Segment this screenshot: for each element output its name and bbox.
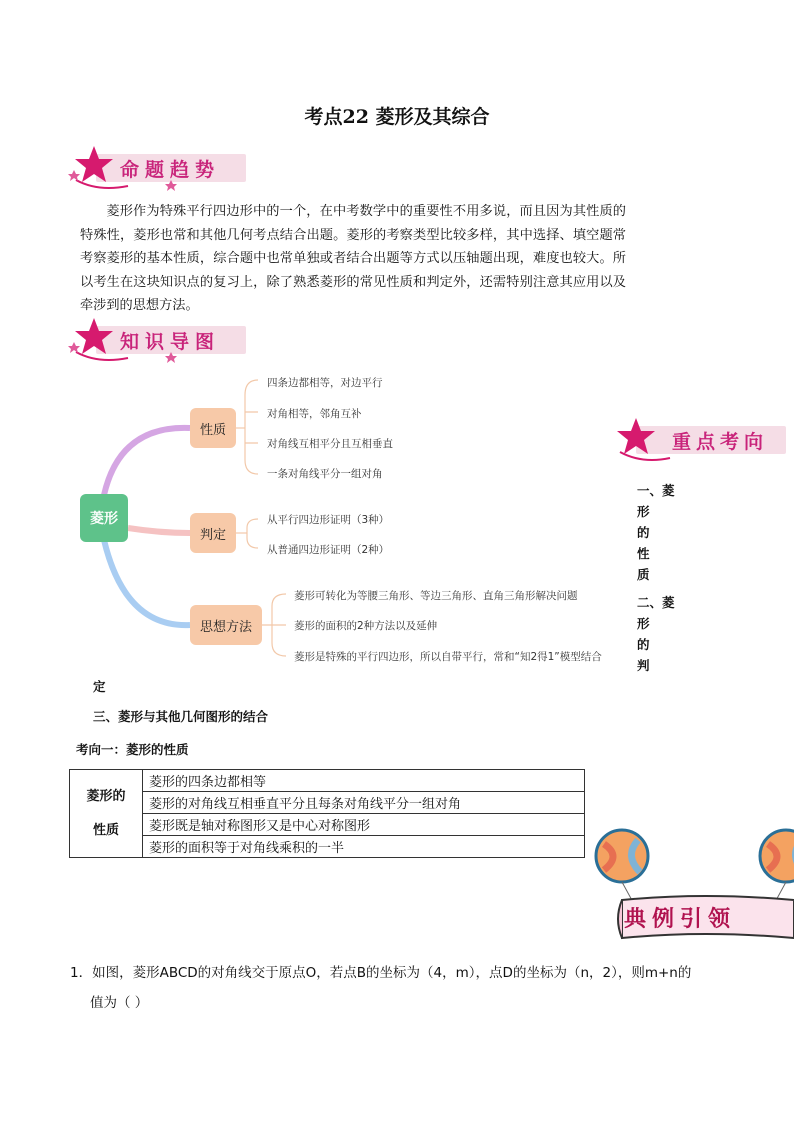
question-number: 1．: [70, 965, 93, 981]
table-cell: 菱形的四条边都相等: [143, 770, 585, 792]
page-title: 考点22 菱形及其综合: [304, 106, 490, 128]
focus-text: 的: [637, 637, 650, 652]
focus-text: 的: [637, 525, 650, 540]
star-icon: [614, 422, 674, 466]
mindmap-leaf: 从普通四边形证明（2种）: [267, 544, 390, 556]
question-text: 如图，菱形ABCD的对角线交于原点O，若点B的坐标为（4，m），点D的坐标为（n，2），则m+n的: [92, 965, 692, 981]
mindmap-leaf: 从平行四边形证明（3种）: [267, 514, 390, 526]
mindmap-leaf: 对角线互相平分且互相垂直: [267, 438, 393, 450]
question-1: [70, 958, 790, 988]
table-cell: 菱形的面积等于对角线乘积的一半: [143, 836, 585, 858]
example-banner-label: 典例引领: [624, 906, 737, 932]
mindmap-leaf: 菱形可转化为等腰三角形、等边三角形、直角三角形解决问题: [294, 590, 578, 602]
row-header-text: 性质: [92, 822, 119, 838]
focus-item-2-tail: 定: [93, 679, 106, 694]
focus-text: 性: [637, 546, 650, 561]
banner-label: 重点考向: [672, 431, 769, 453]
mindmap-branch-criteria: 判定: [190, 513, 236, 553]
section-heading: 考向一：菱形的性质: [76, 742, 189, 757]
focus-text: 判: [637, 658, 650, 673]
mindmap-branch-methods: 思想方法: [190, 605, 262, 645]
focus-text: 形: [637, 504, 650, 519]
mindmap-leaf: 菱形的面积的2种方法以及延伸: [294, 620, 438, 632]
question-1-answer: 值为（ ）: [90, 995, 149, 1011]
balloon-icon: [760, 830, 794, 904]
intro-paragraph: 菱形作为特殊平行四边形中的一个，在中考数学中的重要性不用多说，而且因为其性质的特殊性，菱形也常和其他几何考点结合出题。菱形的考察类型比较多样，其中选择、填空题常考察菱形的基本性质，综合题中也常单独或者结合出题等方式以压轴题出现，难度也较大。所以考生在这块知识点的复习上，除了熟悉菱形的常见性质和判定外，还需特别注意其应用以及牵涉到的思想方法。: [80, 204, 626, 313]
table-cell: 菱形既是轴对称图形又是中心对称图形: [143, 814, 585, 836]
focus-item-1: [637, 480, 675, 585]
property-table: [69, 769, 585, 858]
banner-label: 命题趋势: [120, 159, 221, 181]
mindmap-leaf: 一条对角线平分一组对角: [267, 468, 383, 480]
row-header-text: 菱形的: [86, 788, 126, 804]
mindmap-branch-properties: 性质: [190, 408, 236, 448]
table-cell: 菱形的对角线互相垂直平分且每条对角线平分一组对角: [143, 792, 585, 814]
focus-text: 一、菱: [637, 483, 675, 498]
focus-item-2: [637, 592, 675, 676]
mindmap-leaf: 四条边都相等，对边平行: [267, 377, 383, 389]
mindmap-leaf: 对角相等，邻角互补: [267, 408, 362, 420]
focus-item-3: 三、菱形与其他几何图形的结合: [93, 709, 269, 724]
focus-text: 质: [637, 567, 650, 582]
focus-text: 形: [637, 616, 650, 631]
focus-text: 二、菱: [637, 595, 675, 610]
banner-label: 知识导图: [120, 331, 221, 353]
mindmap-leaf: 菱形是特殊的平行四边形，所以自带平行，常和“知2得1”模型结合: [294, 651, 602, 663]
table-row-header: [70, 770, 143, 858]
mindmap-root: 菱形: [80, 494, 128, 542]
banner-focus: [614, 422, 794, 456]
balloon-icon: [596, 830, 648, 904]
